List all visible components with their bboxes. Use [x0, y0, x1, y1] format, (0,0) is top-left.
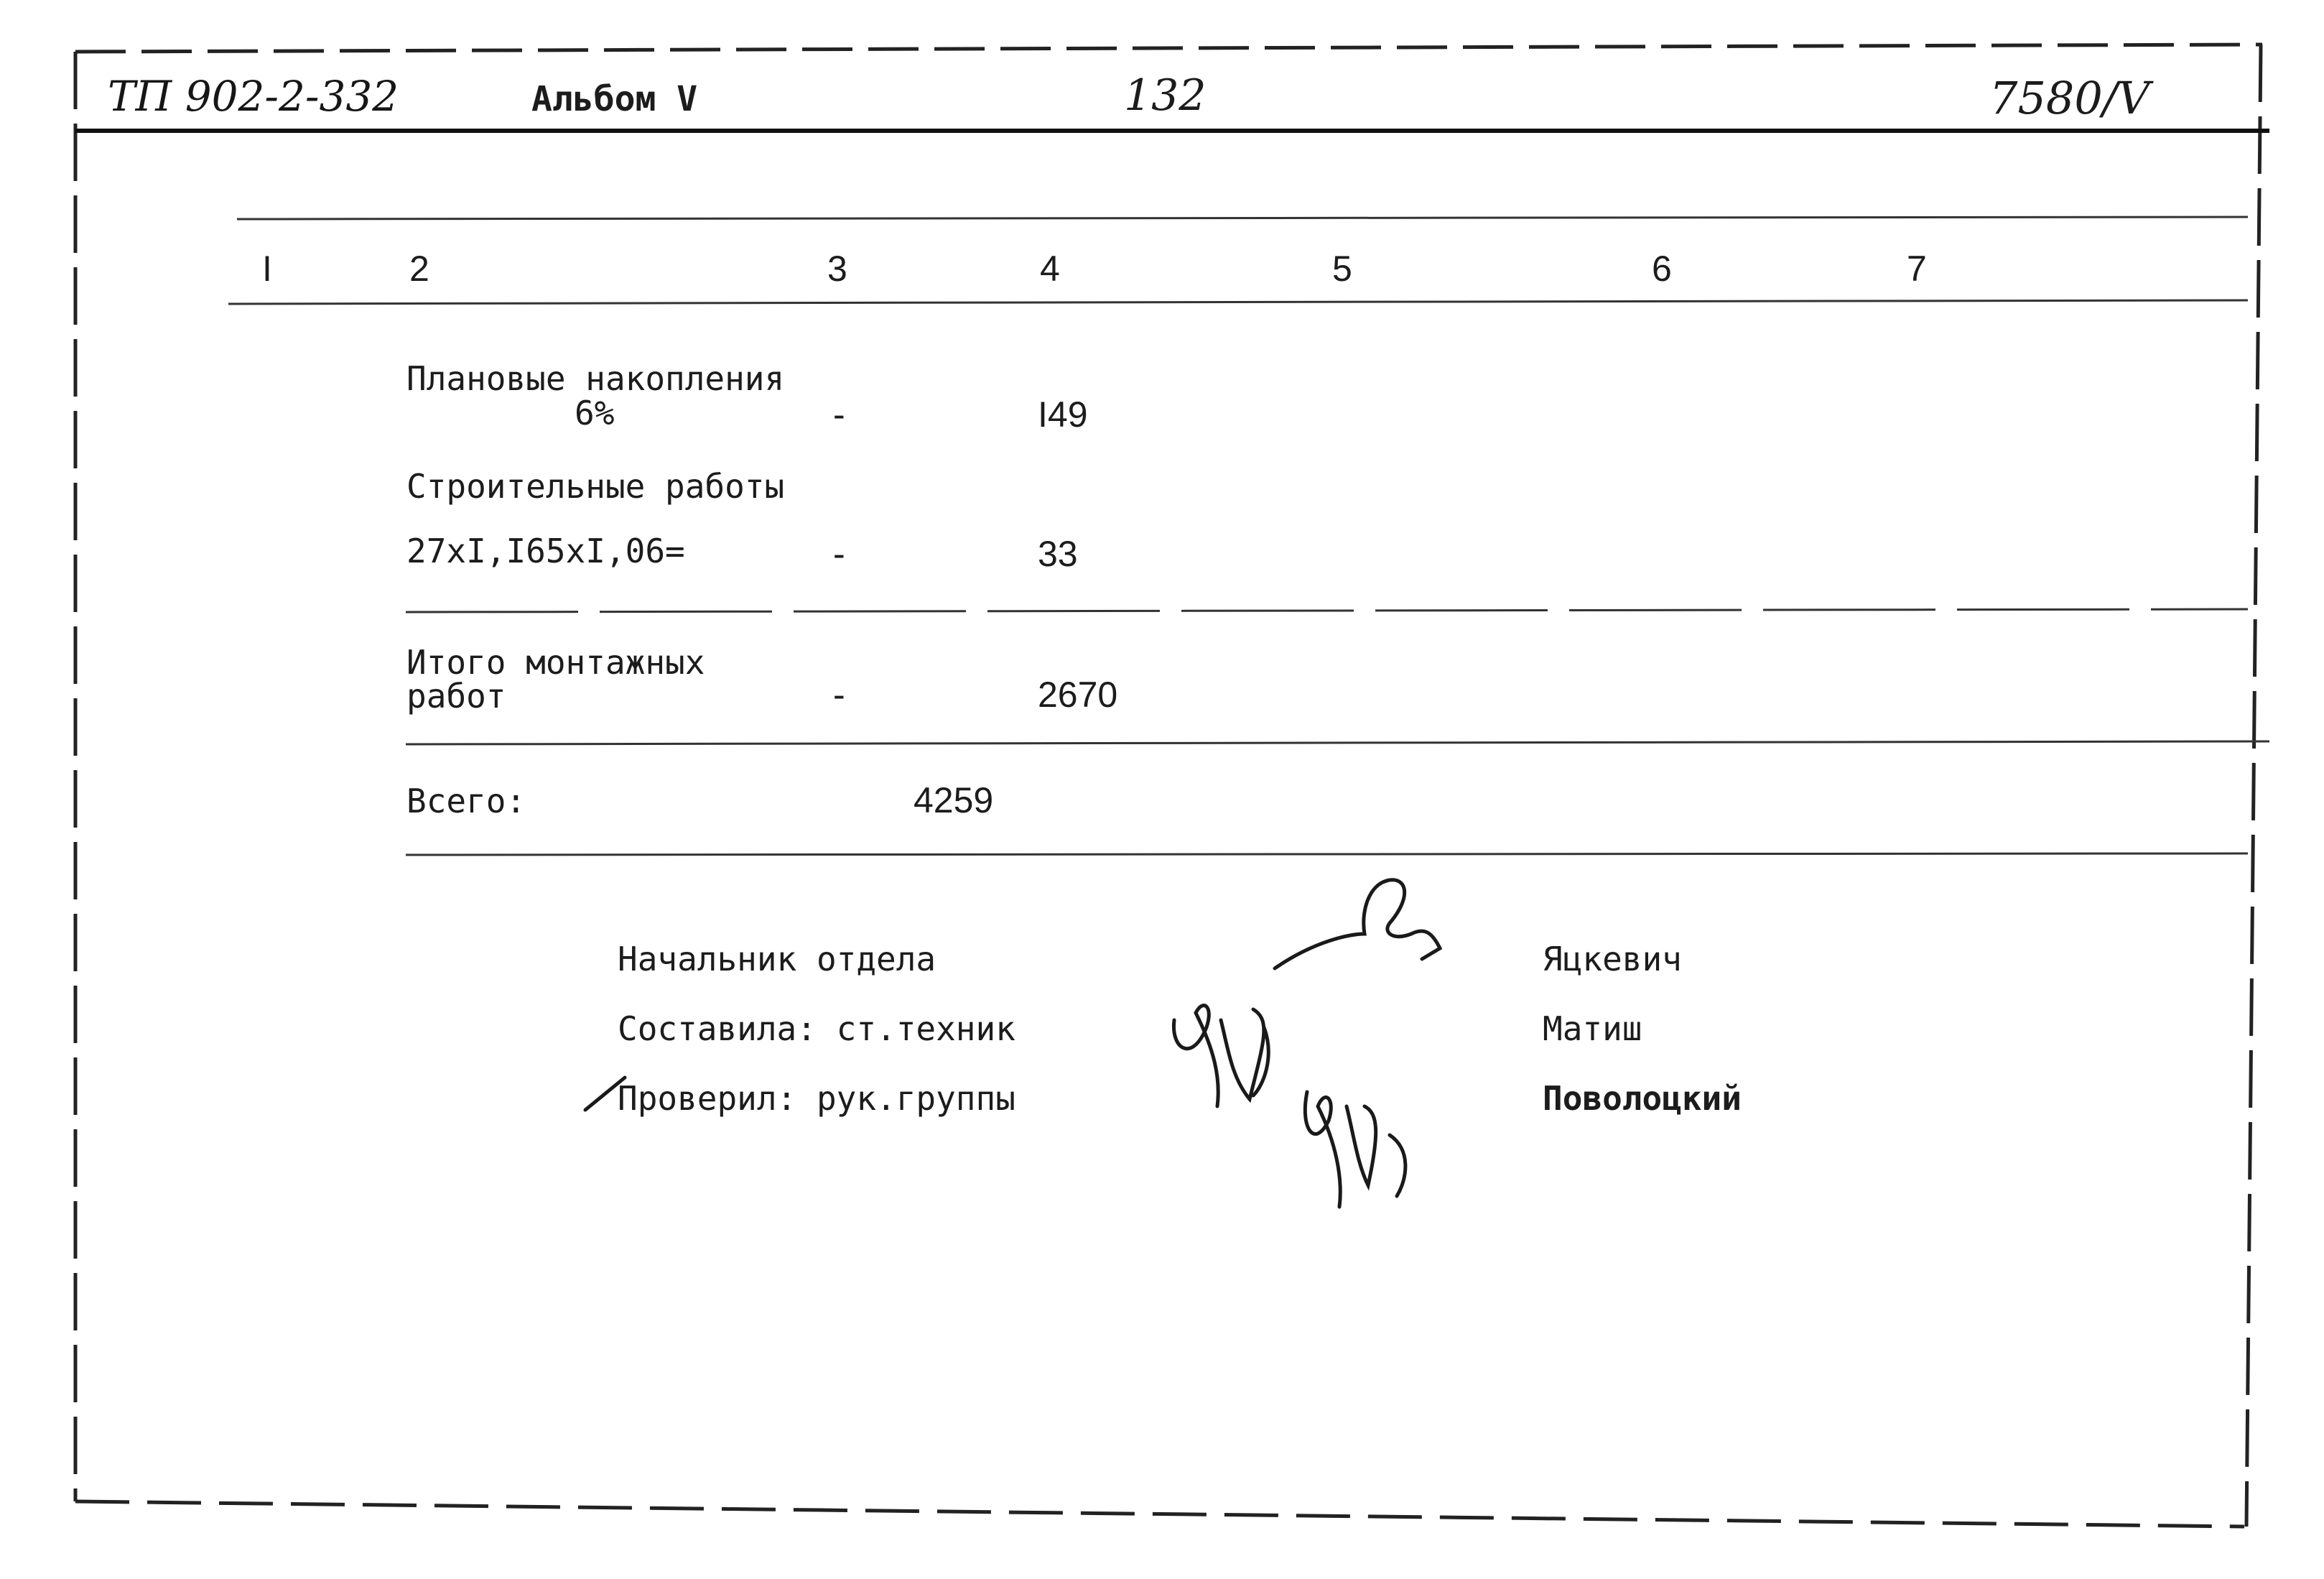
frame-bottom-border: [75, 1501, 2244, 1527]
table-top-rule: [237, 217, 2248, 219]
grand-total-value: 4259: [914, 780, 994, 820]
signatory-name: Яцкевич: [1543, 940, 1682, 978]
row-dash: -: [833, 675, 845, 715]
column-header: 2: [409, 249, 429, 289]
signature-compiled-by: [1173, 1006, 1268, 1106]
signatory-role: Составила: ст.техник: [618, 1009, 1015, 1048]
column-header: 6: [1652, 249, 1672, 289]
row-label: Всего:: [406, 782, 526, 820]
row-value: 2670: [1038, 675, 1118, 715]
row-label-line2: работ: [406, 677, 506, 716]
frame-right-border: [2246, 45, 2261, 1527]
frame-top-border: [75, 45, 2262, 52]
table-header-rule: [228, 300, 2248, 304]
column-header: 7: [1907, 249, 1927, 289]
row-value: I49: [1038, 394, 1088, 435]
project-code: ТП 902-2-332: [108, 72, 399, 121]
signatory-role: Проверил: рук.группы: [618, 1079, 1015, 1118]
column-header: 5: [1332, 249, 1352, 289]
sheet-code: 7580/V: [1989, 72, 2150, 124]
signatory-name: Поволоцкий: [1543, 1079, 1742, 1118]
column-header: I: [262, 249, 272, 289]
row-dash: -: [833, 394, 845, 435]
row-label-line2: 6%: [575, 394, 615, 432]
row-label: 27xI,I65xI,06=: [406, 532, 685, 570]
row-dash: -: [833, 534, 845, 574]
row-label: Строительные работы: [406, 467, 785, 506]
row-value: 33: [1038, 534, 1078, 574]
signatory-name: Матиш: [1543, 1009, 1642, 1048]
column-header: 3: [827, 249, 847, 289]
row-label: Плановые накопления: [406, 359, 785, 398]
signature-checked-by: [1305, 1092, 1405, 1207]
row-rule-3: [406, 853, 2248, 855]
row-rule-1: [406, 609, 2248, 612]
signatory-role: Начальник отдела: [618, 940, 936, 978]
album-label: Альбом V: [531, 79, 698, 119]
column-header: 4: [1040, 249, 1060, 289]
signature-head-of-department: [1275, 880, 1440, 968]
row-label: Итого монтажных: [406, 643, 705, 682]
row-rule-2: [406, 741, 2269, 744]
page-number: 132: [1124, 70, 1207, 121]
